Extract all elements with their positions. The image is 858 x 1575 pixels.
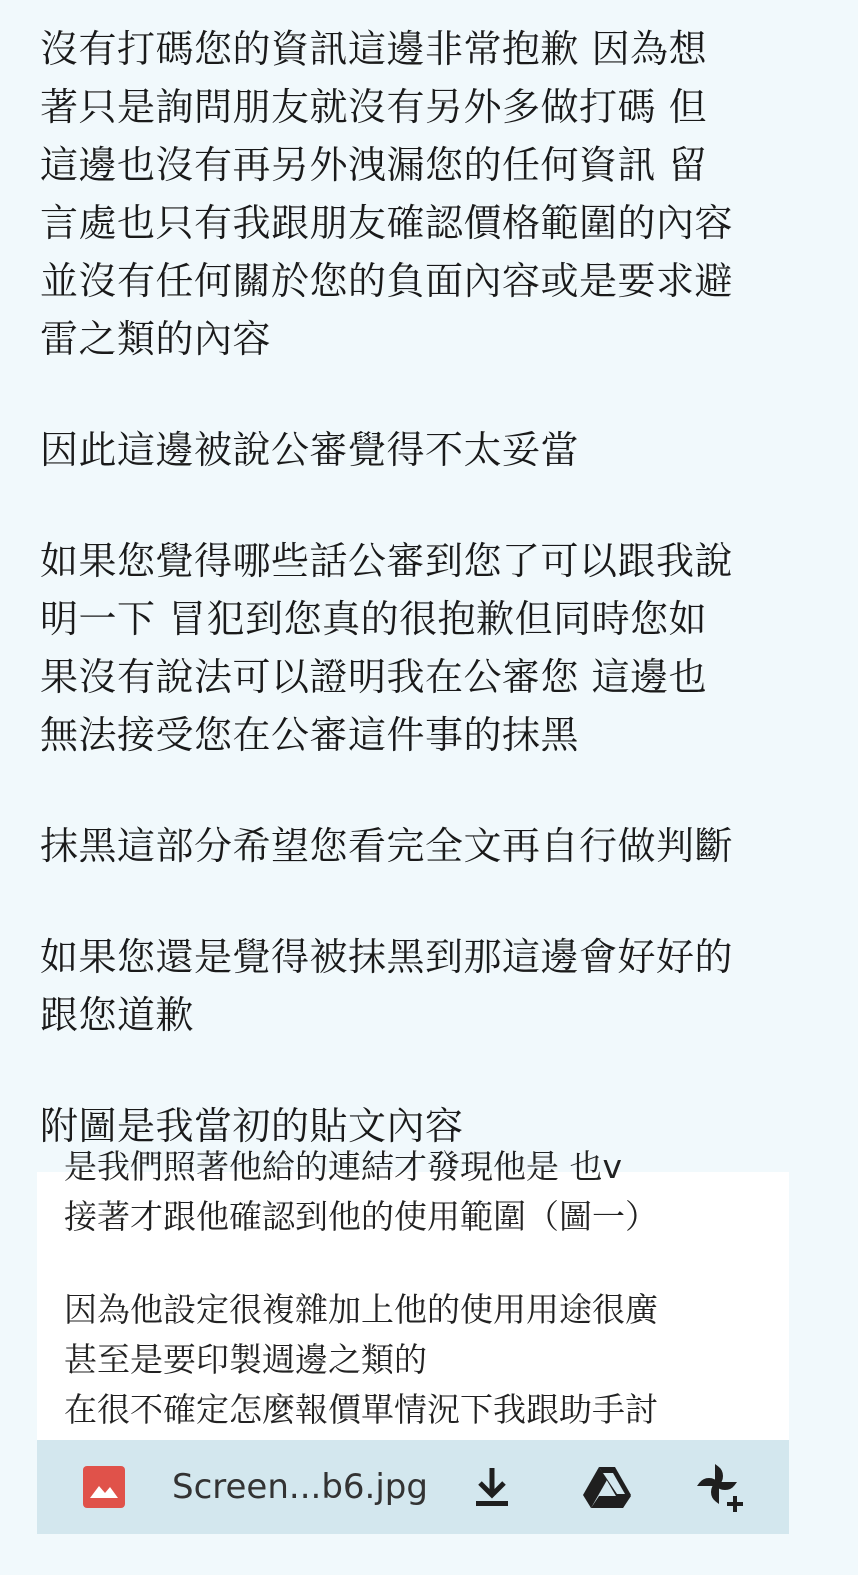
message-paragraph — [40, 928, 830, 1044]
preview-line: 接著才跟他確認到他的使用範圍（圖一） — [64, 1197, 658, 1236]
message-line: 無法接受您在公審這件事的抹黑 — [40, 713, 580, 757]
attachment-preview[interactable] — [37, 1142, 789, 1435]
message-line: 明一下 冒犯到您真的很抱歉但同時您如 — [40, 597, 708, 641]
preview-line: 因為他設定很複雜加上他的使用用途很廣 — [64, 1290, 658, 1329]
message-line: 因此這邊被說公審覺得不太妥當 — [40, 428, 580, 472]
attachment-filename: Screen...b6.jpg — [172, 1467, 428, 1507]
message-body — [40, 20, 830, 1208]
image-icon — [83, 1466, 125, 1508]
message-paragraph — [40, 532, 830, 764]
message-line: 言處也只有我跟朋友確認價格範圍的內容 — [40, 201, 734, 245]
preview-line: 是我們照著他給的連結才發現他是 也v — [64, 1147, 623, 1186]
download-icon[interactable] — [465, 1460, 519, 1514]
preview-line: 在很不確定怎麼報價單情況下我跟助手討 — [64, 1390, 658, 1429]
image-attachment[interactable] — [37, 1147, 789, 1534]
message-line: 沒有打碼您的資訊這邊非常抱歉 因為想 — [40, 27, 708, 71]
message-line: 如果您還是覺得被抹黑到那這邊會好好的 — [40, 935, 734, 979]
message-line: 如果您覺得哪些話公審到您了可以跟我說 — [40, 539, 734, 583]
message-line: 果沒有說法可以證明我在公審您 這邊也 — [40, 655, 708, 699]
message-paragraph — [40, 421, 830, 479]
message-line: 抹黑這部分希望您看完全文再自行做判斷 — [40, 824, 734, 868]
message-line: 附圖是我當初的貼文內容 — [40, 1104, 464, 1148]
google-drive-icon[interactable] — [580, 1460, 634, 1514]
message-line: 跟您道歉 — [40, 993, 195, 1037]
message-line: 這邊也沒有再另外洩漏您的任何資訊 留 — [40, 143, 708, 187]
message-line: 著只是詢問朋友就沒有另外多做打碼 但 — [40, 85, 708, 129]
message-line: 並沒有任何關於您的負面內容或是要求避 — [40, 259, 734, 303]
message-paragraph — [40, 817, 830, 875]
message-line: 雷之類的內容 — [40, 317, 272, 361]
message-paragraph — [40, 20, 830, 368]
preview-line: 甚至是要印製週邊之類的 — [64, 1340, 427, 1379]
attachment-bar — [37, 1440, 789, 1534]
google-photos-add-icon[interactable] — [693, 1460, 747, 1514]
